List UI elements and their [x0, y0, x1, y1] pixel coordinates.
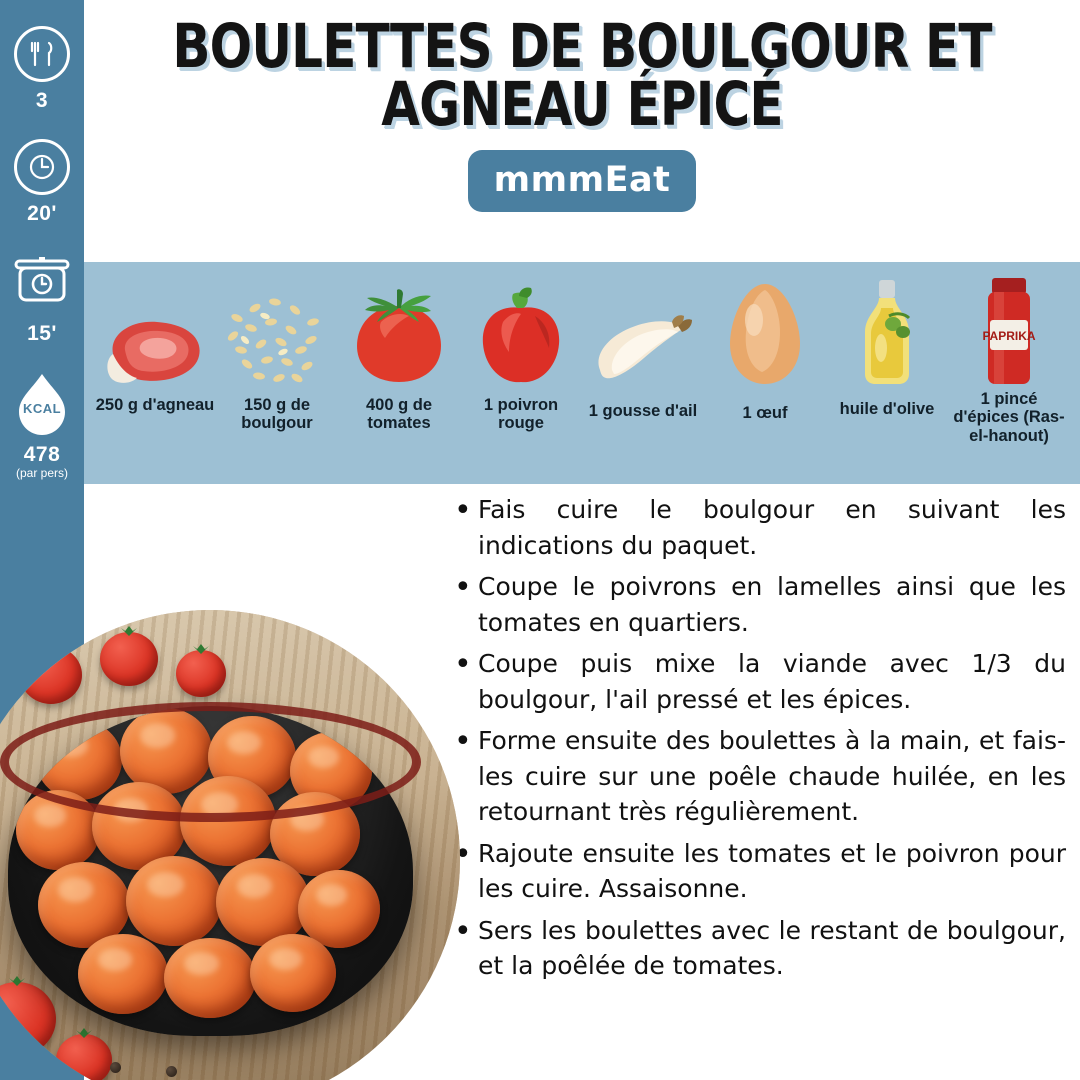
sidebar-prep-time	[14, 139, 70, 226]
ingredient-item	[338, 270, 460, 433]
ingredient-label: 150 g de boulgour	[241, 396, 313, 433]
calories-value: 478	[23, 443, 61, 466]
ingredient-item	[460, 270, 582, 433]
ingredient-label: 1 poivron rouge	[483, 396, 559, 433]
peppercorn-decoration	[110, 1062, 121, 1073]
cook-time-value: 15'	[27, 322, 57, 345]
lamb-meat-icon	[101, 276, 209, 388]
sidebar-servings	[14, 26, 70, 113]
tomato-decoration	[176, 650, 226, 697]
list-item: • Rajoute ensuite les tomates et le poivron pour les cuire. Assaisonne.	[452, 836, 1066, 907]
instructions-list	[452, 492, 1066, 990]
ingredient-item	[826, 270, 948, 418]
peppercorn-decoration	[166, 1066, 177, 1077]
sidebar-calories	[13, 372, 71, 480]
flame-kcal-icon	[13, 372, 71, 436]
ingredient-label: 1 pincé d'épices (Ras-el-hanout)	[953, 390, 1065, 445]
ingredient-label: huile d'olive	[839, 400, 935, 418]
red-bell-pepper-icon	[473, 276, 569, 388]
cutlery-icon	[14, 26, 70, 82]
ingredient-item	[94, 270, 216, 414]
olive-oil-bottle-icon	[849, 276, 925, 388]
sidebar-cook-time	[11, 252, 73, 346]
tomato-decoration	[20, 646, 82, 704]
list-item: • Fais cuire le boulgour en suivant les indications du paquet.	[452, 492, 1066, 563]
ingredient-item	[948, 270, 1070, 445]
ingredient-label: 1 gousse d'ail	[588, 402, 698, 420]
list-item: • Sers les boulettes avec le restant de boulgour, et la poêlée de tomates.	[452, 913, 1066, 984]
cooking-pot-icon	[11, 252, 73, 315]
garlic-clove-icon	[588, 276, 698, 388]
header	[84, 0, 1080, 262]
spice-jar-icon	[974, 276, 1044, 388]
tomato-decoration	[56, 1034, 112, 1080]
kcal-badge-label: KCAL	[22, 400, 62, 416]
tomato-decoration	[100, 632, 158, 686]
clock-icon	[14, 139, 70, 195]
bowl-rim	[0, 702, 421, 822]
servings-value: 3	[35, 89, 49, 112]
svg-text:PAPRIKA: PAPRIKA	[982, 329, 1036, 343]
brand-logo: mmmEat	[468, 150, 697, 212]
list-item: • Coupe puis mixe la viande avec 1/3 du boulgour, l'ail pressé et les épices.	[452, 646, 1066, 717]
ingredient-label: 250 g d'agneau	[95, 396, 215, 414]
ingredients-strip	[84, 262, 1080, 484]
list-item: • Coupe le poivrons en lamelles ainsi que les tomates en quartiers.	[452, 569, 1066, 640]
prep-time-value: 20'	[27, 202, 57, 225]
calories-unit: (par pers)	[15, 466, 68, 480]
ingredient-item	[216, 270, 338, 433]
list-item: • Forme ensuite des boulettes à la main, et fais-les cuire sur une poêle chaude huilée, en les retournant très régulièrement.	[452, 723, 1066, 830]
page-title: BOULETTES DE BOULGOUR ET AGNEAU ÉPICÉ	[172, 11, 992, 140]
ingredient-item	[704, 270, 826, 422]
ingredient-label: 400 g de tomates	[365, 396, 433, 433]
bulgur-grains-icon	[217, 276, 337, 388]
ingredient-item	[582, 270, 704, 420]
ingredient-label: 1 œuf	[742, 404, 788, 422]
dish-photo	[0, 610, 460, 1080]
tomato-icon	[347, 276, 451, 388]
egg-icon	[722, 276, 808, 388]
